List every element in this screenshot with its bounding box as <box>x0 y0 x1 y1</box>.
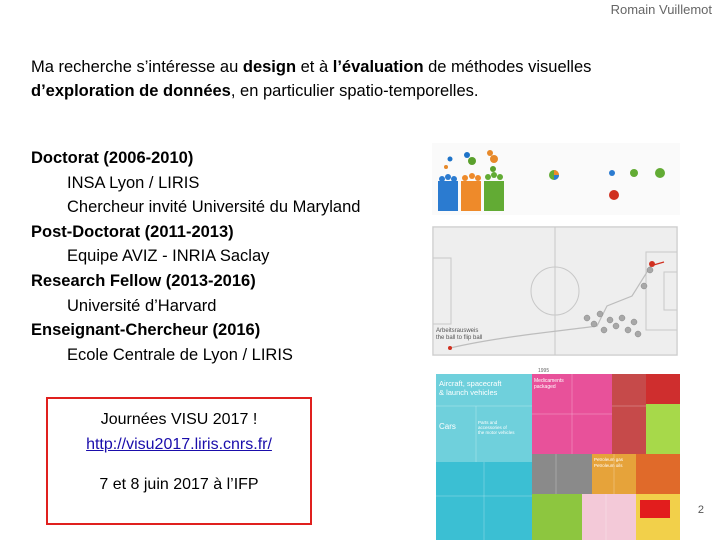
cv-detail: Equipe AVIZ - INRIA Saclay <box>67 247 270 266</box>
intro-text-3: de méthodes visuelles <box>423 58 592 76</box>
svg-text:Medicaments: Medicaments <box>534 378 564 384</box>
cv-detail: Université d’Harvard <box>67 296 217 315</box>
cv-title-doctorat: Doctorat (2006-2010) <box>31 149 194 167</box>
dots-visualization-image <box>432 143 680 215</box>
intro-bold-evaluation: l’évaluation <box>332 58 424 76</box>
cv-detail: INSA Lyon / LIRIS <box>67 173 200 192</box>
svg-text:packaged: packaged <box>534 384 556 390</box>
svg-text:Aircraft, spacecraft: Aircraft, spacecraft <box>439 379 502 388</box>
intro-text-4: , en particulier spatio-temporelles. <box>230 82 479 100</box>
svg-text:the motor vehicles: the motor vehicles <box>478 430 515 435</box>
cv-list <box>31 146 360 367</box>
svg-text:the ball to flip ball: the ball to flip ball <box>436 335 483 341</box>
svg-text:accessories of: accessories of <box>478 425 507 430</box>
cv-title-enseignant: Enseignant-Chercheur (2016) <box>31 321 261 340</box>
event-title: Journées VISU 2017 ! <box>100 411 258 428</box>
cv-detail: Ecole Centrale de Lyon / LIRIS <box>67 345 293 364</box>
svg-text:Arbeitsrausweis: Arbeitsrausweis <box>436 328 479 334</box>
svg-text:Petroleum gas: Petroleum gas <box>594 457 624 462</box>
cv-detail: Chercheur invité Université du Maryland <box>67 198 361 217</box>
page-number: 2 <box>697 504 704 516</box>
svg-text:1995: 1995 <box>538 368 550 374</box>
svg-text:& launch vehicles: & launch vehicles <box>439 388 498 397</box>
event-dates: 7 et 8 juin 2017 à l’IFP <box>99 476 259 493</box>
intro-text-1: Ma recherche s’intéresse au <box>31 58 243 76</box>
svg-text:Parts and: Parts and <box>478 420 498 425</box>
cv-title-research-fellow: Research Fellow (2013-2016) <box>31 271 256 290</box>
intro-paragraph <box>31 55 671 103</box>
soccer-field-image <box>432 226 678 356</box>
intro-bold-exploration: d’exploration de données <box>31 82 231 100</box>
svg-text:Cars: Cars <box>439 422 456 431</box>
event-link[interactable]: http://visu2017.liris.cnrs.fr/ <box>86 436 272 453</box>
intro-bold-design: design <box>242 58 297 76</box>
intro-text-2: et à <box>296 58 333 76</box>
cv-title-postdoc: Post-Doctorat (2011-2013) <box>31 222 234 241</box>
event-announcement-box <box>46 397 312 525</box>
svg-text:Petroleum oils: Petroleum oils <box>594 463 623 468</box>
treemap-image <box>436 366 680 540</box>
author-name: Romain Vuillemot <box>610 2 712 17</box>
